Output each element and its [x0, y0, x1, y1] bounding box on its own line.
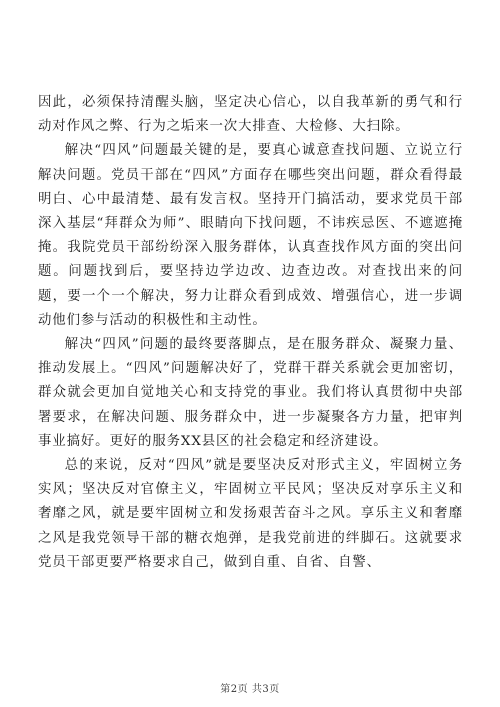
paragraph-2: 解决“四风”问题最关键的是，要真心诚意查找问题、立说立行解决问题。党员干部在“四风”方面存在哪些突出问题，群众看得最明白、心中最清楚、最有发言权。坚持开门搞活动，要求党员干部深入基层“拜群众为师”、眼睛向下找问题，不讳疾忌医、不遮遮掩掩。我院党员干部纷纷深入服务群体，认真查找作风方面的突出问题。问题找到后，要坚持边学边改、边查边改。对查找出来的问题，要一个一个解决，努力让群众看到成效、增强信心，进一步调动他们参与活动的积极性和主动性。: [38, 143, 463, 328]
paragraph-4: 总的来说，反对“四风”就是要坚决反对形式主义，牢固树立务实风；坚决反对官僚主义，牢固树立平民风；坚决反对享乐主义和奢靡之风，就是要牢固树立和发扬艰苦奋斗之风。享乐主义和奢靡之风是我党领导干部的糖衣炮弹，是我党前进的绊脚石。这就要求党员干部更要严格要求自己，做到自重、自省、自警、: [38, 458, 463, 570]
paragraph-3: 解决“四风”问题的最终要落脚点，是在服务群众、凝聚力量、推动发展上。“四风”问题解决好了，党群干群关系就会更加密切，群众就会更加自觉地关心和支持党的事业。我们将认真贯彻中央部署要求，在解决问题、服务群众中，进一步凝聚各方力量，把审判事业搞好。更好的服务XX县区的社会稳定和经济建设。: [38, 337, 463, 449]
document-body: [38, 91, 463, 575]
paragraph-1: 因此，必须保持清醒头脑，坚定决心信心，以自我革新的勇气和行动对作风之弊、行为之垢来一次大排查、大检修、大扫除。: [38, 95, 463, 135]
page-number-footer: 第2页 共3页: [220, 684, 280, 695]
